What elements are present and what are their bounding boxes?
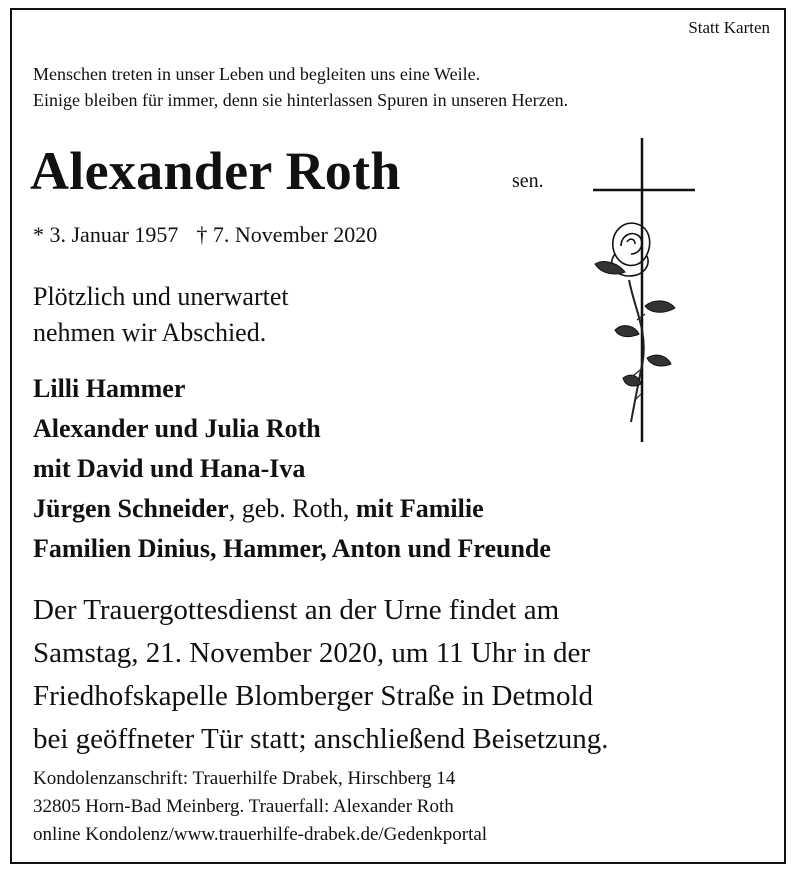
verse-line-1: Menschen treten in unser Leben und begleiten uns eine Weile. — [33, 64, 481, 84]
mourner-line-5: Familien Dinius, Hammer, Anton und Freunde — [33, 534, 551, 563]
service-line-4: bei geöffneter Tür statt; anschließend Beisetzung. — [33, 723, 609, 755]
mourner-line-1: Lilli Hammer — [33, 374, 186, 403]
message-line-2: nehmen wir Abschied. — [33, 318, 267, 347]
mourner-nee: , geb. Roth, — [228, 494, 356, 523]
name-suffix: sen. — [512, 170, 544, 192]
birth-date: * 3. Januar 1957 — [33, 222, 179, 247]
mourner-line-2: Alexander und Julia Roth — [33, 414, 321, 443]
service-line-3: Friedhofskapelle Blomberger Straße in Detmold — [33, 680, 594, 712]
condolence-address-line-2: 32805 Horn-Bad Meinberg. Trauerfall: Alexander Roth — [33, 796, 454, 817]
mourner-name: Jürgen Schneider — [33, 494, 229, 523]
online-condolence-line: online Kondolenz/www.trauerhilfe-drabek.de/Gedenkportal — [33, 824, 488, 845]
message-line-1: Plötzlich und unerwartet — [33, 282, 289, 311]
verse-line-2: Einige bleiben für immer, denn sie hinterlassen Spuren in unseren Herzen. — [33, 90, 569, 110]
mourner-family: mit Familie — [355, 494, 484, 523]
statt-karten-label: Statt Karten — [688, 18, 770, 37]
condolence-address-line-1: Kondolenzanschrift: Trauerhilfe Drabek, Hirschberg 14 — [33, 768, 456, 789]
mourner-line-4 — [33, 494, 484, 524]
cross-with-rose-icon — [585, 130, 705, 450]
service-line-1: Der Trauergottesdienst an der Urne findet am — [33, 594, 560, 626]
mourner-line-3: mit David und Hana-Iva — [33, 454, 306, 483]
life-dates — [33, 222, 377, 248]
service-line-2: Samstag, 21. November 2020, um 11 Uhr in der — [33, 637, 591, 669]
deceased-name: Alexander Roth — [30, 141, 401, 201]
death-date: † 7. November 2020 — [196, 222, 378, 247]
